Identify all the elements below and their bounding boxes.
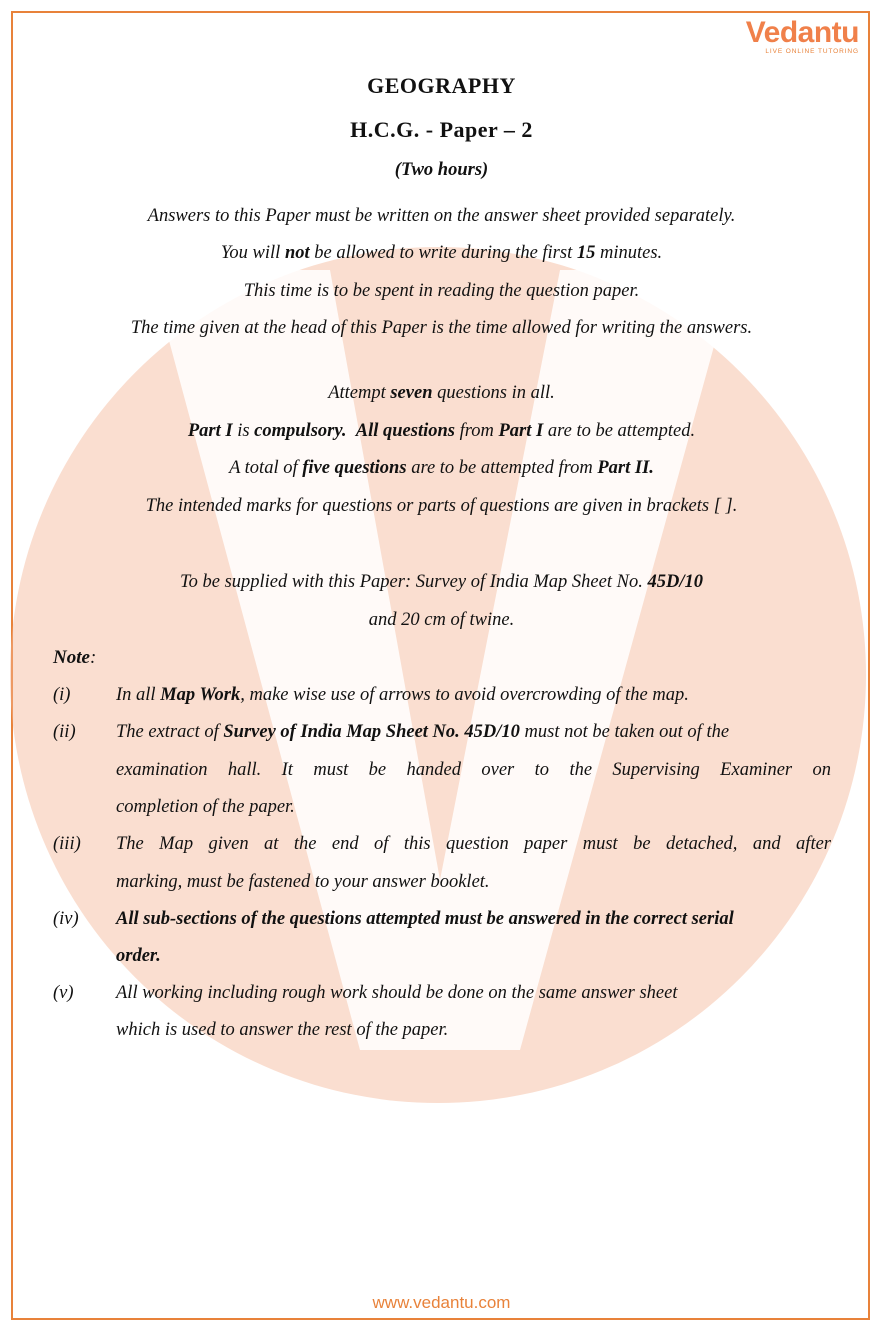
text-bold: Survey of India Map Sheet No. 45D/10 (223, 722, 520, 742)
attempt-line-2 (40, 421, 843, 442)
text: In all (116, 685, 161, 705)
note-item-5-line-2: which is used to answer the rest of the paper. (116, 1020, 449, 1040)
attempt-line-1 (40, 383, 843, 404)
note-item-3-line-1: The Map given at the end of this question paper must be detached, and after (116, 834, 831, 854)
note-item-1 (116, 685, 831, 706)
text-bold: 15 (576, 243, 596, 263)
note-item-2-line-1 (116, 722, 831, 743)
text-bold: Part I (187, 421, 233, 441)
paper-title: H.C.G. - Paper – 2 (350, 117, 533, 142)
instruction-line-3: This time is to be spent in reading the question paper. (243, 281, 640, 301)
note-item-4-line-2: order. (116, 946, 161, 966)
text-bold: Map Work (160, 685, 241, 705)
text: To be supplied with this Paper: Survey of India Map Sheet No. (180, 572, 648, 592)
text-bold: Part II. (597, 458, 654, 478)
text-bold: 45D/10 (647, 572, 703, 592)
text: Attempt (328, 383, 391, 403)
instruction-line-2 (40, 243, 843, 264)
note-label-text: Note (53, 647, 90, 668)
note-number: (i) (53, 685, 71, 705)
note-item-4-line-1: All sub-sections of the questions attempted must be answered in the correct serial (116, 909, 734, 929)
note-label-colon: : (89, 647, 97, 668)
subject-title: GEOGRAPHY (367, 73, 516, 98)
duration: (Two hours) (394, 160, 489, 180)
text: A total of (229, 458, 303, 478)
text: minutes. (595, 243, 663, 263)
logo-tagline: LIVE ONLINE TUTORING (765, 48, 859, 55)
attempt-line-3 (40, 458, 843, 479)
text: , make wise use of arrows to avoid overcrowding of the map. (240, 685, 689, 705)
text-bold: Part I (498, 421, 544, 441)
supply-line-2: and 20 cm of twine. (368, 610, 515, 630)
note-number: (ii) (53, 722, 76, 742)
note-number: (iv) (53, 909, 79, 929)
text: be allowed to write during the first (309, 243, 577, 263)
text: must not be taken out of the (519, 722, 730, 742)
note-number: (v) (53, 983, 74, 1003)
text: is (232, 421, 255, 441)
text-bold: five questions (302, 458, 407, 478)
text-bold: seven (390, 383, 433, 403)
note-item-5-line-1: All working including rough work should be done on the same answer sheet (116, 983, 678, 1003)
instruction-line-1: Answers to this Paper must be written on the answer sheet provided separately. (147, 206, 736, 226)
attempt-line-4: The intended marks for questions or parts of questions are given in brackets [ ]. (145, 496, 738, 516)
note-item-2-line-3: completion of the paper. (116, 797, 295, 817)
logo-wordmark: Vedantu (745, 16, 859, 49)
text (347, 421, 356, 441)
text: The extract of (116, 722, 224, 742)
text: You will (220, 243, 285, 263)
note-item-3-line-2: marking, must be fastened to your answer booklet. (116, 872, 490, 892)
text-bold: compulsory. (254, 421, 347, 441)
footer-url[interactable]: www.vedantu.com (372, 1293, 511, 1312)
supply-line-1 (40, 572, 843, 593)
text: questions in all. (432, 383, 555, 403)
text: are to be attempted. (543, 421, 696, 441)
instruction-line-4: The time given at the head of this Paper is the time allowed for writing the answers. (130, 318, 753, 338)
text-bold: not (284, 243, 310, 263)
text: are to be attempted from (406, 458, 598, 478)
text-bold: All questions (355, 421, 455, 441)
note-label (53, 647, 96, 669)
note-item-2-line-2: examination hall. It must be handed over to the Supervising Examiner on (116, 760, 831, 780)
note-number: (iii) (53, 834, 81, 854)
text: from (454, 421, 499, 441)
